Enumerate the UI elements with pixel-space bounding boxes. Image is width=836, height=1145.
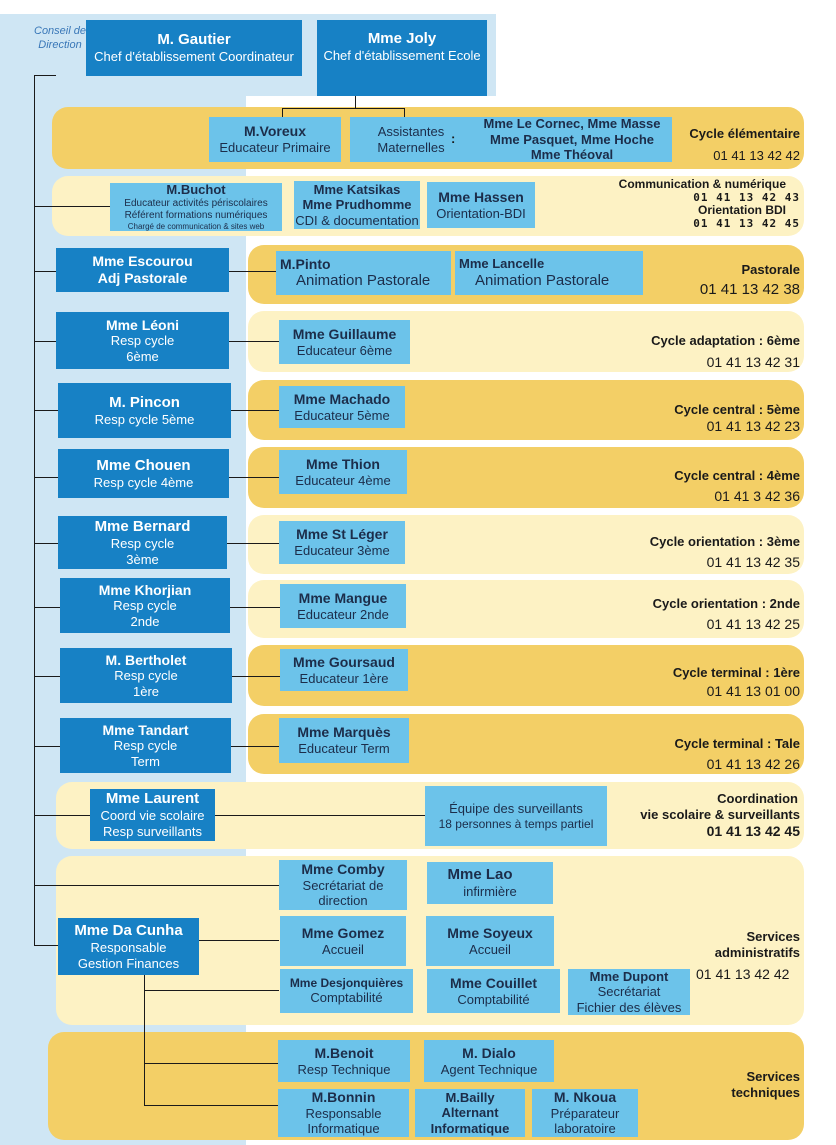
pastorale-title: Pastorale: [741, 262, 800, 277]
gomez-box: [280, 916, 406, 966]
voreux-role: Educateur Primaire: [219, 140, 331, 156]
connector: [34, 676, 60, 677]
bailly-box: [415, 1089, 525, 1137]
desjonquieres-role: Comptabilité: [310, 990, 383, 1006]
bernard-line2: 3ème: [126, 551, 159, 567]
administratif-title1: Services: [746, 929, 800, 944]
connector: [231, 746, 279, 747]
bertholet-line1: Resp cycle: [114, 668, 178, 684]
laurent-line2: Resp surveillants: [103, 824, 202, 839]
lancelle-role: Animation Pastorale: [475, 271, 610, 289]
surveillants-line2: 18 personnes à temps partiel: [438, 816, 594, 831]
connector: [232, 676, 280, 677]
joly-box: [317, 20, 487, 96]
maternelle-names-line1: Mme Le Cornec, Mme Masse: [483, 117, 661, 132]
cycle-3eme-phone: 01 41 13 42 35: [706, 554, 800, 570]
cycle-1ere-label: [600, 665, 800, 699]
dacunha-line1: Responsable: [90, 939, 167, 955]
connector: [34, 815, 90, 816]
vie-scolaire-phone: 01 41 13 42 45: [706, 823, 800, 839]
connector: [355, 95, 356, 108]
pincon-box: [58, 383, 231, 438]
guillaume-name: Mme Guillaume: [292, 325, 397, 342]
stleger-role: Educateur 3ème: [294, 543, 390, 559]
cycle-6eme-title: Cycle adaptation : 6ème: [651, 333, 800, 348]
elementaire-phone: 01 41 13 42 42: [713, 148, 800, 163]
buchot-line3: Chargé de communication & sites web: [127, 222, 265, 231]
lancelle-box: [455, 251, 643, 295]
lao-box: [427, 862, 553, 904]
cycle-5eme-phone: 01 41 13 42 23: [706, 418, 800, 434]
connector: [34, 543, 58, 544]
comby-line2: direction: [318, 893, 368, 909]
connector: [227, 543, 279, 544]
administratif-title2: administratifs: [714, 945, 800, 960]
connector: [230, 607, 280, 608]
tandart-name: Mme Tandart: [102, 721, 189, 738]
escourou-box: [56, 248, 229, 292]
leoni-line2: 6ème: [126, 348, 159, 364]
bailly-name: M.Bailly: [445, 1089, 495, 1105]
cycle-3eme-title: Cycle orientation : 3ème: [649, 534, 800, 549]
laurent-name: Mme Laurent: [105, 790, 200, 808]
pastorale-label: [650, 262, 800, 298]
cycle-term-label: [600, 736, 800, 772]
connector: [282, 108, 404, 109]
connector: [34, 341, 56, 342]
prudhomme-role: CDI & documentation: [295, 212, 419, 228]
connector: [34, 271, 56, 272]
laurent-line1: Coord vie scolaire: [100, 808, 205, 824]
connector: [34, 945, 58, 946]
nkoua-line2: laboratoire: [554, 1121, 616, 1137]
connector: [34, 477, 58, 478]
voreux-box: [209, 117, 341, 162]
goursaud-box: [280, 649, 408, 691]
connector: [231, 410, 279, 411]
dialo-box: [424, 1040, 554, 1082]
connector: [144, 1063, 278, 1064]
khorjian-box: [60, 578, 230, 633]
connector: [229, 271, 279, 272]
communication-phone: 01 41 13 42 43: [693, 191, 800, 204]
comby-line1: Secrétariat de: [302, 877, 384, 893]
soyeux-name: Mme Soyeux: [447, 924, 533, 941]
thion-name: Mme Thion: [306, 455, 380, 472]
maternelle-names-box: [472, 117, 672, 162]
cycle-2nde-title: Cycle orientation : 2nde: [652, 596, 800, 611]
cycle-1ere-phone: 01 41 13 01 00: [706, 683, 800, 699]
mangue-role: Educateur 2nde: [297, 606, 389, 622]
buchot-name: M.Buchot: [166, 183, 226, 198]
connector: [215, 815, 425, 816]
hassen-box: [427, 182, 535, 228]
khorjian-name: Mme Khorjian: [98, 581, 192, 598]
dialo-name: M. Dialo: [462, 1044, 516, 1061]
machado-box: [279, 386, 405, 428]
connector: [199, 940, 279, 941]
katsikas-name: Mme Katsikas: [313, 181, 401, 197]
maternelle-names-line3: Mme Théoval: [530, 147, 614, 162]
bonnin-name: M.Bonnin: [311, 1089, 376, 1105]
cycle-2nde-phone: 01 41 13 42 25: [706, 616, 800, 632]
bailly-line1: Alternant: [441, 1105, 499, 1121]
bertholet-line2: 1ère: [132, 683, 160, 699]
couillet-role: Comptabilité: [457, 991, 530, 1007]
assistantes-colon: :: [451, 131, 456, 146]
connector: [34, 410, 58, 411]
marques-role: Educateur Term: [298, 741, 390, 757]
mangue-name: Mme Mangue: [298, 589, 388, 606]
cycle-5eme-title: Cycle central : 5ème: [674, 402, 800, 417]
assistantes-line1: Assistantes: [377, 123, 445, 139]
cycle-6eme-phone: 01 41 13 42 31: [706, 354, 800, 370]
soyeux-box: [426, 916, 554, 966]
buchot-line1: Educateur activités périscolaires: [124, 198, 268, 209]
cycle-3eme-label: [600, 534, 800, 570]
hassen-role: Orientation-BDI: [436, 205, 526, 221]
vie-scolaire-label: [600, 791, 800, 839]
joly-role: Chef d'établissement Ecole: [323, 48, 481, 63]
soyeux-role: Accueil: [469, 941, 511, 957]
marques-box: [279, 718, 409, 763]
technique-label: [660, 1069, 800, 1101]
connector: [34, 206, 110, 207]
elementaire-label: [660, 126, 800, 164]
stleger-name: Mme St Léger: [296, 526, 388, 543]
dupont-box: [568, 969, 690, 1015]
pastorale-phone: 01 41 13 42 38: [699, 281, 800, 298]
dacunha-name: Mme Da Cunha: [74, 921, 183, 939]
connector: [34, 607, 60, 608]
leoni-name: Mme Léoni: [105, 316, 180, 333]
buchot-line2: Référent formations numériques: [124, 210, 268, 221]
sidebar-title: Conseil de Direction: [34, 25, 86, 51]
marques-name: Mme Marquès: [297, 724, 391, 741]
bernard-box: [58, 516, 227, 569]
dupont-name: Mme Dupont: [589, 969, 669, 984]
pinto-role: Animation Pastorale: [296, 272, 431, 290]
escourou-name: Mme Escourou: [92, 253, 193, 270]
gomez-role: Accueil: [322, 941, 364, 957]
stleger-box: [279, 521, 405, 564]
couillet-box: [427, 969, 560, 1013]
administratif-label: [660, 929, 800, 961]
mangue-box: [280, 584, 406, 628]
thion-role: Educateur 4ème: [295, 472, 391, 488]
voreux-name: M.Voreux: [244, 123, 306, 140]
tandart-line1: Resp cycle: [113, 738, 178, 754]
bernard-name: Mme Bernard: [94, 517, 191, 535]
desjonquieres-box: [280, 969, 413, 1013]
benoit-name: M.Benoit: [314, 1044, 374, 1061]
machado-name: Mme Machado: [293, 390, 391, 407]
vie-scolaire-title1: Coordination: [717, 791, 798, 806]
elementaire-title: Cycle élémentaire: [689, 126, 800, 141]
orientation-bdi-title: Orientation BDI: [697, 203, 786, 217]
cycle-2nde-label: [600, 596, 800, 632]
katsikas-box: [294, 181, 420, 229]
chouen-name: Mme Chouen: [96, 456, 191, 474]
benoit-box: [278, 1040, 410, 1082]
tandart-box: [60, 718, 231, 773]
laurent-box: [90, 789, 215, 841]
khorjian-line2: 2nde: [130, 613, 160, 629]
connector: [34, 746, 60, 747]
couillet-name: Mme Couillet: [449, 974, 538, 991]
cycle-term-phone: 01 41 13 42 26: [706, 756, 800, 772]
connector: [34, 885, 279, 886]
prudhomme-name: Mme Prudhomme: [302, 197, 412, 213]
cycle-5eme-label: [600, 402, 800, 434]
bonnin-line1: Responsable: [305, 1105, 382, 1121]
bertholet-box: [60, 648, 232, 703]
cycle-4eme-title: Cycle central : 4ème: [674, 468, 800, 483]
gomez-name: Mme Gomez: [301, 924, 385, 941]
cycle-1ere-title: Cycle terminal : 1ère: [672, 665, 800, 680]
leoni-box: [56, 312, 229, 369]
bonnin-line2: Informatique: [307, 1121, 380, 1137]
cycle-4eme-label: [600, 468, 800, 504]
bernard-line1: Resp cycle: [110, 535, 175, 551]
joly-name: Mme Joly: [367, 30, 437, 47]
pinto-box: [276, 251, 451, 295]
nkoua-name: M. Nkoua: [553, 1089, 617, 1105]
vie-scolaire-title2: vie scolaire & surveillants: [640, 807, 800, 822]
dacunha-box: [58, 918, 199, 975]
goursaud-name: Mme Goursaud: [293, 653, 395, 670]
thion-box: [279, 450, 407, 494]
connector: [34, 75, 56, 76]
dacunha-line2: Gestion Finances: [77, 955, 180, 971]
guillaume-box: [279, 320, 410, 364]
gautier-name: M. Gautier: [157, 31, 231, 49]
bonnin-box: [278, 1089, 409, 1137]
desjonquieres-name: Mme Desjonquières: [289, 976, 404, 990]
dialo-role: Agent Technique: [440, 1061, 538, 1077]
gautier-box: [86, 20, 302, 76]
chouen-line1: Resp cycle 4ème: [93, 474, 194, 490]
connector: [144, 1105, 278, 1106]
guillaume-role: Educateur 6ème: [296, 342, 393, 358]
hassen-name: Mme Hassen: [438, 188, 524, 205]
administratif-phone: 01 41 13 42 42: [696, 966, 790, 982]
machado-role: Educateur 5ème: [294, 407, 390, 423]
nkoua-box: [532, 1089, 638, 1137]
lancelle-name: Mme Lancelle: [459, 256, 545, 272]
pinto-name: M.Pinto: [280, 255, 331, 272]
lao-name: Mme Lao: [447, 866, 513, 884]
leoni-line1: Resp cycle: [110, 333, 175, 349]
khorjian-line1: Resp cycle: [113, 598, 177, 614]
gautier-role: Chef d'établissement Coordinateur: [94, 49, 294, 65]
pincon-line1: Resp cycle 5ème: [94, 411, 195, 427]
orientation-bdi-phone: 01 41 13 42 45: [693, 217, 800, 230]
connector: [144, 990, 279, 991]
connector: [144, 975, 145, 1105]
cycle-4eme-phone: 01 41 3 42 36: [714, 488, 800, 504]
maternelle-names-line2: Mme Pasquet, Mme Hoche: [490, 131, 654, 147]
surveillants-line1: Équipe des surveillants: [449, 801, 583, 816]
technique-title2: techniques: [731, 1085, 800, 1100]
benoit-role: Resp Technique: [297, 1061, 391, 1077]
pincon-name: M. Pincon: [109, 393, 180, 411]
cycle-term-title: Cycle terminal : Tale: [674, 736, 800, 751]
dupont-line2: Fichier des élèves: [576, 999, 682, 1015]
tandart-line2: Term: [131, 753, 160, 769]
connector: [229, 341, 279, 342]
lao-role: infirmière: [463, 884, 517, 900]
surveillants-box: [425, 786, 607, 846]
nkoua-line1: Préparateur: [550, 1105, 620, 1121]
goursaud-role: Educateur 1ère: [299, 670, 389, 686]
dupont-line1: Secrétariat: [597, 984, 661, 1000]
bertholet-name: M. Bertholet: [105, 651, 187, 668]
cycle-6eme-label: [600, 333, 800, 370]
communication-label: [570, 178, 800, 230]
comby-name: Mme Comby: [301, 861, 385, 877]
buchot-box: [110, 183, 282, 231]
assistantes-line2: Maternelles: [377, 139, 445, 155]
chouen-box: [58, 449, 229, 498]
comby-box: [279, 860, 407, 910]
technique-title1: Services: [746, 1069, 800, 1084]
connector: [229, 477, 279, 478]
bailly-line2: Informatique: [430, 1120, 510, 1136]
communication-title: Communication & numérique: [618, 177, 786, 191]
escourou-role: Adj Pastorale: [97, 270, 188, 286]
